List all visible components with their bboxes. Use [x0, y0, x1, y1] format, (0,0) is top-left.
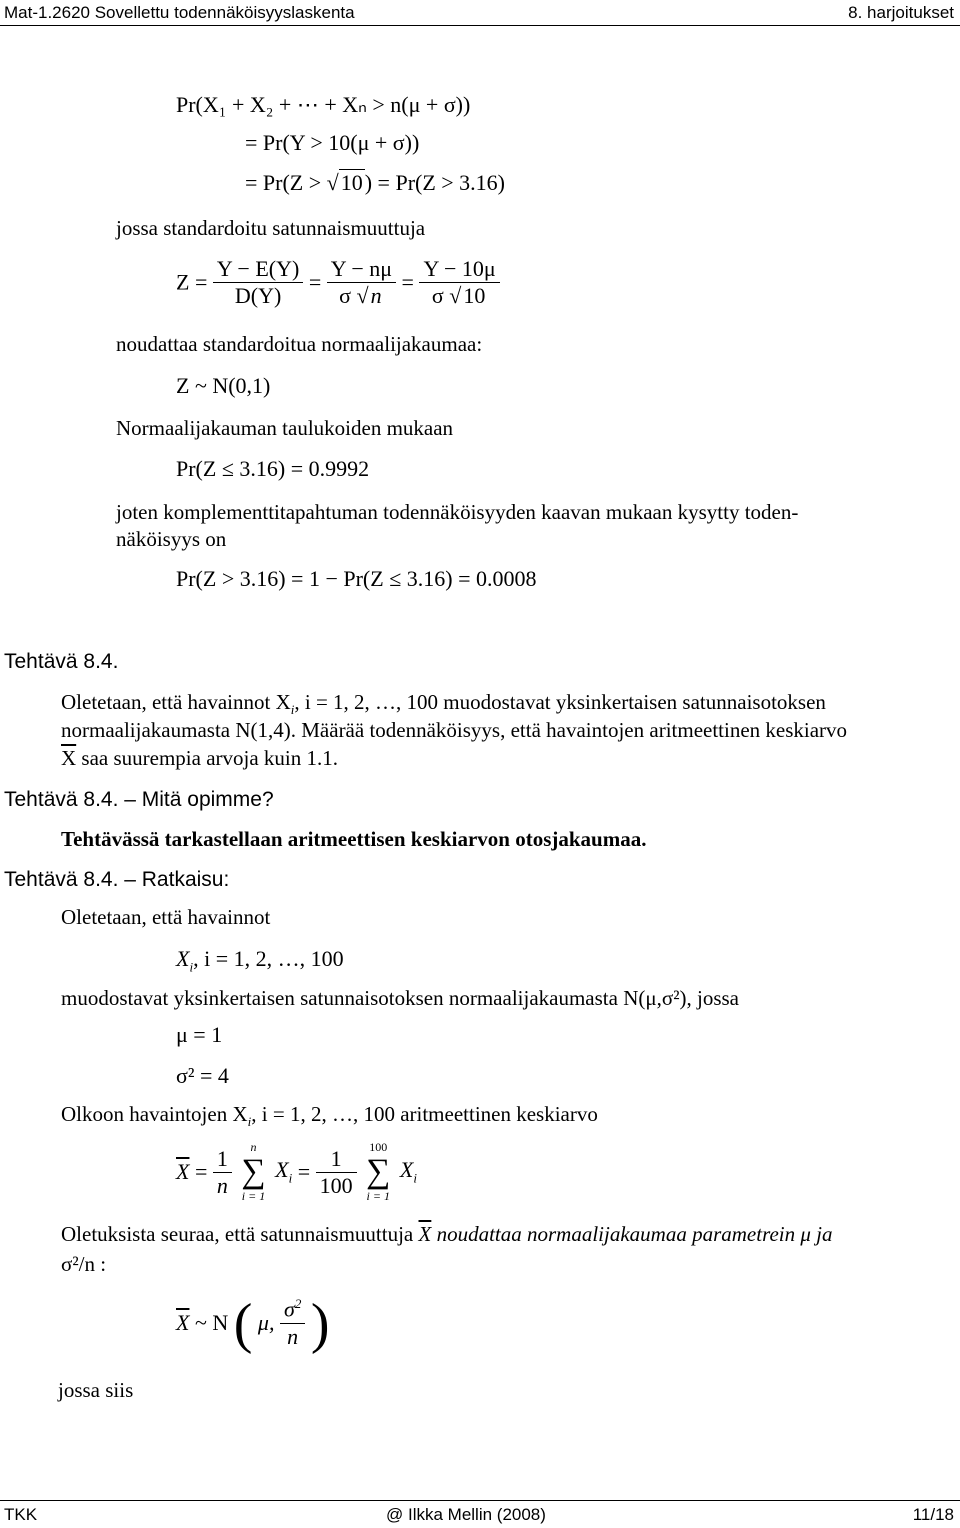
xi-x: X	[176, 946, 190, 971]
sum-1-top: n	[250, 1140, 257, 1154]
footer-right: 11/18	[912, 1505, 954, 1524]
eq-2: =	[401, 269, 414, 295]
pr3-sqrt: 10	[340, 170, 363, 195]
task-line-1a: Oletetaan, että havainnot X	[61, 690, 291, 714]
xbar-lhs: $\overline{X}$	[176, 1159, 190, 1184]
olkoon-sub: i	[247, 1114, 252, 1130]
sigma2-value: σ² = 4	[176, 1063, 229, 1088]
den-100: 100	[319, 1172, 353, 1198]
task-line-3-text: saa suurempia arvoja kuin 1.1.	[81, 746, 339, 770]
pr3-c: ) = Pr(Z > 3.16)	[364, 170, 506, 195]
sum-2-bottom: i = 1	[366, 1189, 390, 1203]
sub-i: i	[290, 702, 295, 718]
sum-2	[362, 1140, 394, 1204]
xbar-symbol: $\overline{X}$	[61, 746, 77, 770]
header-right: 8. harjoitukset	[848, 3, 954, 22]
learn-heading: Tehtävä 8.4. – Mitä opimme?	[4, 788, 274, 811]
z-num-1: Y − E(Y)	[213, 256, 303, 283]
z-den-1: D(Y)	[234, 283, 282, 308]
oletuksista-line	[61, 1222, 833, 1247]
frac-1-100	[316, 1146, 357, 1199]
one-1: 1	[213, 1146, 232, 1173]
eq-3: =	[194, 1159, 208, 1184]
task-line-2: normaalijakaumasta N(1,4). Määrää todennäköisyys, että havaintojen aritmeettinen keskiarvo	[61, 718, 848, 742]
xi-list	[176, 946, 344, 975]
oletuksista-xbar: $\overline{X}$	[418, 1222, 432, 1246]
z-num-3: Y − 10μ	[419, 256, 499, 283]
dist-mu: μ,	[257, 1309, 275, 1335]
dist-frac	[280, 1296, 305, 1349]
eq-4: =	[297, 1159, 311, 1184]
mu-value: μ = 1	[176, 1022, 223, 1047]
pr-line-3	[245, 170, 505, 196]
header-left: Mat-1.2620 Sovellettu todennäköisyyslaskenta	[4, 3, 355, 22]
xbar-formula	[176, 1140, 417, 1204]
joten-line-2: näköisyys on	[116, 527, 227, 551]
one-2: 1	[316, 1146, 357, 1173]
sum-1-sigma: ∑	[241, 1153, 266, 1190]
sum-1	[237, 1140, 269, 1204]
oletuksista-b: noudattaa normaalijakaumaa parametrein μ ja	[436, 1222, 833, 1246]
z-den-3-10: 10	[463, 283, 486, 308]
den-n: n	[216, 1172, 228, 1198]
sum-2-sigma: ∑	[366, 1153, 391, 1190]
pr-line-2: = Pr(Y > 10(μ + σ))	[245, 130, 420, 155]
muodostavat-text: muodostavat yksinkertaisen satunnaisotoksen normaalijakaumasta N(μ,σ²), jossa	[61, 986, 739, 1010]
pr-line-1: Pr(X₁ + X₂ + ⋯ + Xₙ > n(μ + σ))	[176, 92, 471, 117]
dist-N: N	[212, 1309, 229, 1335]
lparen: (	[233, 1293, 253, 1355]
xbar-dist-x: $\overline{X}$	[176, 1309, 190, 1335]
sigma-n-text: σ²/n :	[61, 1252, 107, 1276]
sum-2-top: 100	[369, 1140, 388, 1154]
pr3-a: = Pr(Z >	[245, 170, 327, 195]
sum-1-x: $X_i$	[275, 1157, 293, 1186]
eq-1: =	[308, 269, 322, 295]
sum-1-bottom: i = 1	[241, 1189, 266, 1203]
z-den-3: σ √10	[431, 283, 486, 308]
jossa-std: jossa standardoitu satunnaismuuttuja	[116, 216, 426, 240]
footer-rule	[0, 1500, 960, 1501]
sqrt-sign: √	[326, 170, 339, 195]
z-den-2-sigma: σ	[339, 283, 352, 308]
header-rule	[0, 25, 960, 26]
z-definition	[176, 256, 500, 309]
joten-line-1: joten komplementtitapahtuman todennäköisyyden kaavan mukaan kysytty toden-	[116, 500, 799, 524]
tilde: ~	[194, 1309, 207, 1335]
xbar-distribution	[176, 1293, 330, 1355]
xi-sub: i	[189, 959, 194, 975]
learn-text: Tehtävässä tarkastellaan aritmeettisen keskiarvon otosjakaumaa.	[61, 827, 647, 851]
z-num-2: Y − nμ	[327, 256, 396, 283]
z-frac-3	[419, 256, 499, 309]
olkoon-b: , i = 1, 2, …, 100 aritmeettinen keskiarvo	[251, 1102, 598, 1126]
oletuksista-a: Oletuksista seuraa, että satunnaismuuttuja	[61, 1222, 414, 1246]
complement: Pr(Z > 3.16) = 1 − Pr(Z ≤ 3.16) = 0.0008	[176, 566, 537, 591]
z-distribution: Z ~ N(0,1)	[176, 373, 271, 398]
dist-den: n	[287, 1323, 299, 1349]
footer-left: TKK	[4, 1505, 38, 1524]
oletetaan-text: Oletetaan, että havainnot	[61, 905, 271, 929]
task-line-1b: , i = 1, 2, …, 100 muodostavat yksinkertaisen satunnaisotoksen	[294, 690, 826, 714]
olkoon-text	[61, 1102, 598, 1130]
task-line-3	[61, 746, 338, 771]
frac-1-n	[213, 1146, 232, 1199]
z-den-3-sigma: σ	[431, 283, 444, 308]
xi-rest: , i = 1, 2, …, 100	[193, 946, 344, 971]
taulukot-text: Normaalijakauman taulukoiden mukaan	[116, 416, 454, 440]
solution-heading: Tehtävä 8.4. – Ratkaisu:	[4, 868, 230, 891]
rparen: )	[310, 1293, 330, 1355]
z-den-2: σ √n	[339, 283, 382, 308]
footer-center: @ Ilkka Mellin (2008)	[386, 1505, 546, 1524]
task-heading: Tehtävä 8.4.	[4, 650, 119, 673]
z-eq: Z =	[176, 269, 208, 295]
jossa-siis-text: jossa siis	[58, 1378, 134, 1402]
z-frac-1	[213, 256, 303, 309]
task-line-1	[61, 690, 826, 718]
table-value: Pr(Z ≤ 3.16) = 0.9992	[176, 456, 370, 481]
olkoon-a: Olkoon havaintojen X	[61, 1102, 248, 1126]
noudattaa-text: noudattaa standardoitua normaalijakaumaa:	[116, 332, 483, 356]
dist-num: $\sigma^2$	[280, 1296, 305, 1323]
sum-2-x: $X_i$	[399, 1157, 417, 1186]
jossa-std-text	[116, 216, 425, 241]
z-frac-2	[327, 256, 396, 309]
z-den-2-n: n	[370, 283, 382, 308]
